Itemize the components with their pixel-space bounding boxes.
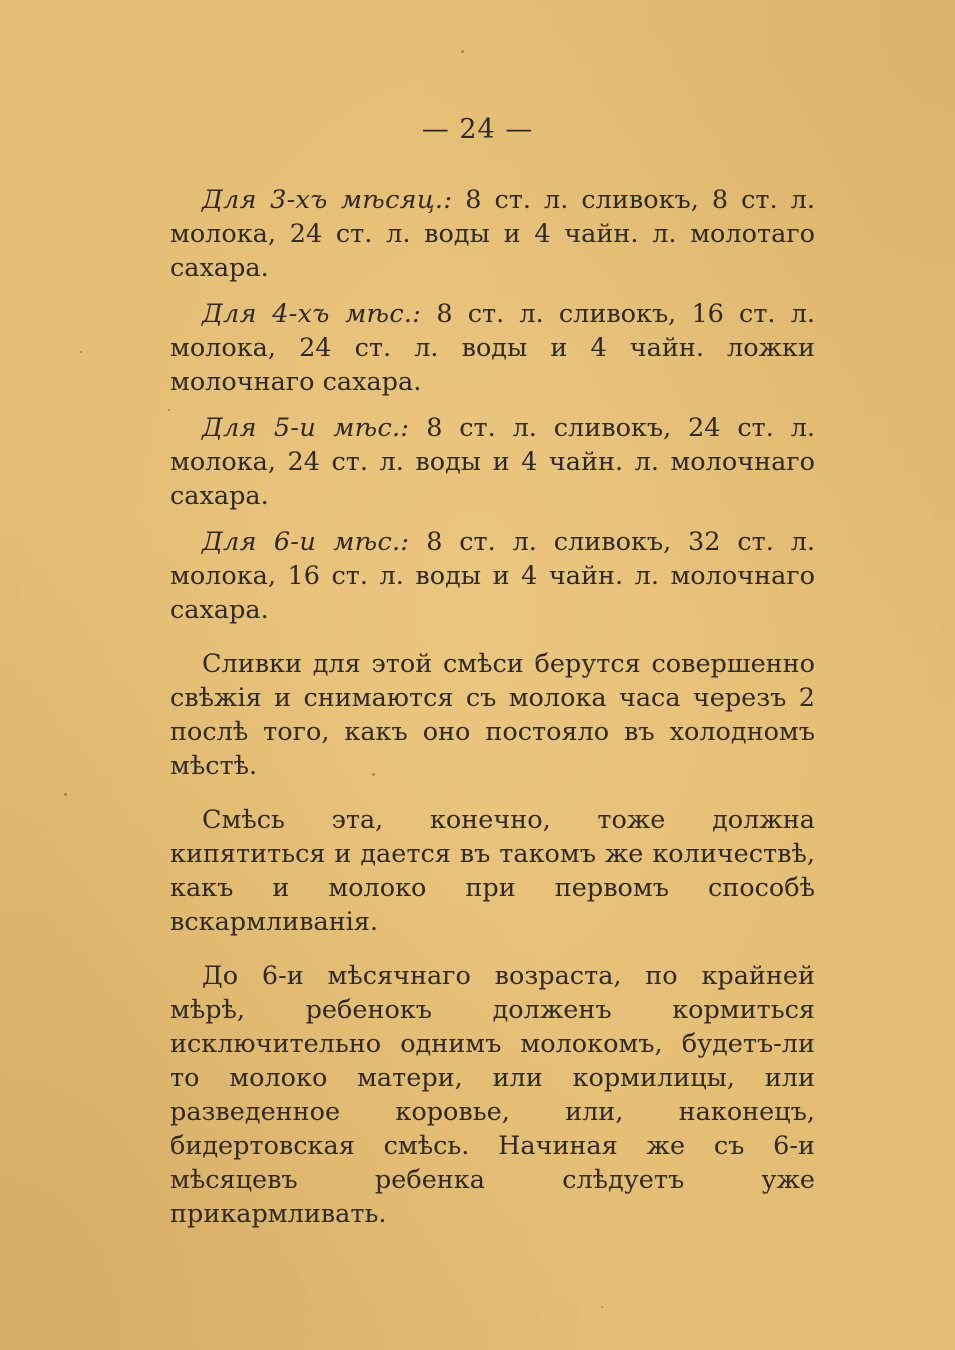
paper-speck [80,351,82,353]
page-text [170,183,815,1231]
entry-text: 8 ст. л. сливокъ, 32 ст. л. молока, 16 ст. л. воды и 4 чайн. л. молочнаго сахара. [170,527,815,625]
feeding-entry-5-months [170,411,815,513]
entry-heading: Для 4-хъ мѣс.: [202,299,422,329]
entry-heading: Для 5-и мѣс.: [202,413,410,443]
paper-speck [64,793,67,796]
entry-heading: Для 6-и мѣс.: [202,527,410,557]
feeding-entry-6-months [170,525,815,627]
paper-speck [372,773,375,776]
paper-speck [168,409,170,411]
paragraph-boiling: Смѣсь эта, конечно, тоже должна кипятиться и дается въ такомъ же количествѣ, какъ и молоко при первомъ способѣ вскармливанія. [170,805,815,937]
paper-speck [461,50,464,53]
entry-heading: Для 3-хъ мѣсяц.: [202,185,453,215]
entry-text: 8 ст. л. сливокъ, 16 ст. л. молока, 24 ст. л. воды и 4 чайн. ложки молочнаго сахара. [170,299,815,397]
paragraph-feeding-age: До 6-и мѣсячнаго возраста, по крайней мѣрѣ, ребенокъ долженъ кормиться исключительно однимъ молокомъ, будетъ-ли то молоко матери, или кормилицы, или разведенное коровье, или, наконецъ, бидертовская смѣсь. Начиная же съ 6-и мѣсяцевъ ребенка слѣдуетъ уже прикармливать. [170,961,815,1229]
paragraph-cream: Сливки для этой смѣси берутся совершенно свѣжія и снимаются съ молока часа черезъ 2 послѣ того, какъ оно постояло въ холодномъ мѣстѣ. [170,649,815,781]
page-number: — 24 — [421,114,534,145]
paper-speck [601,1306,603,1308]
entry-text: 8 ст. л. сливокъ, 8 ст. л. молока, 24 ст. л. воды и 4 чайн. л. молотаго сахара. [170,185,815,283]
entry-text: 8 ст. л. сливокъ, 24 ст. л. молока, 24 ст. л. воды и 4 чайн. л. молочнаго сахара. [170,413,815,511]
feeding-entry-3-months [170,183,815,285]
feeding-entry-4-months [170,297,815,399]
